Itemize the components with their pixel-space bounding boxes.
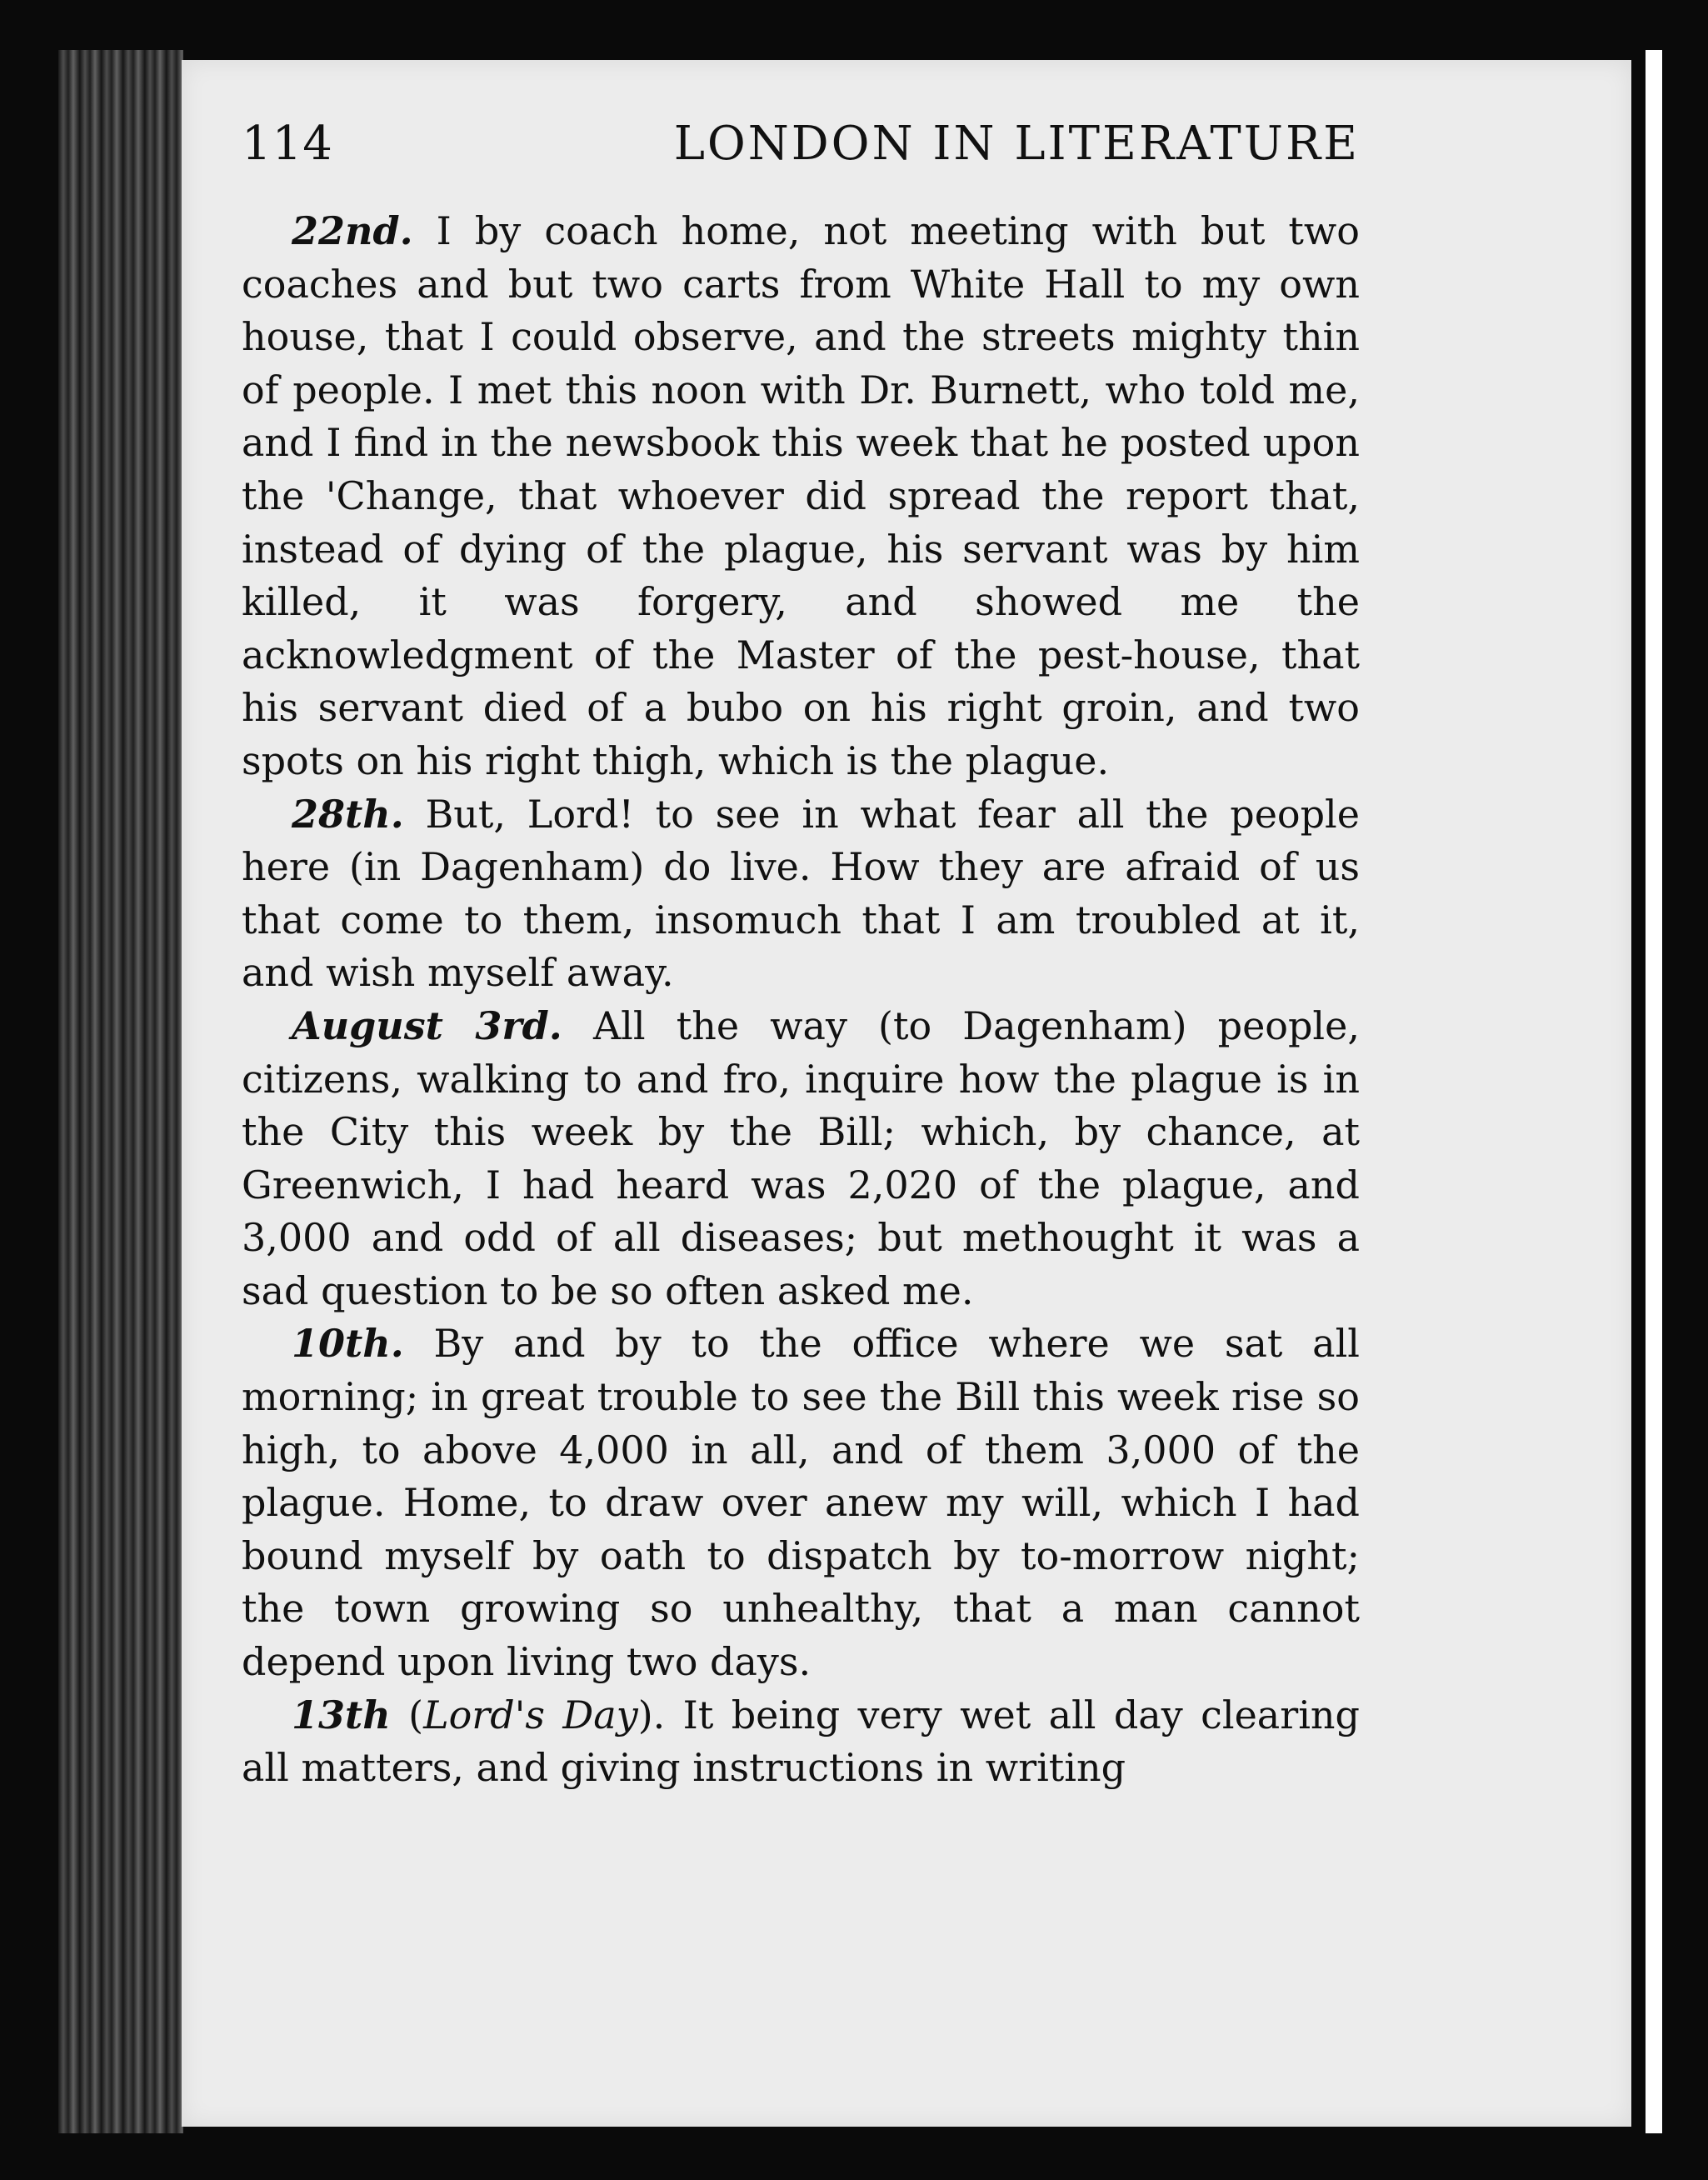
entry-date: 10th.	[292, 1321, 404, 1367]
entry-date: 13th	[292, 1692, 391, 1738]
entry-text: All the way (to Dagenham) people, citizens, walking to and fro, inquire how the plague is in the City this week by the Bill; which, by chance, at Greenwich, I had heard was 2,020 of the plague, and 3,000 and odd of all diseases; but methought it was a sad question to be so often asked me.	[242, 1002, 1360, 1313]
diary-entry-august-3rd	[242, 1000, 1360, 1318]
running-header	[242, 117, 1360, 205]
entry-date: 22nd.	[292, 208, 413, 253]
page-content	[242, 117, 1360, 1795]
paren-open: (	[390, 1692, 424, 1738]
diary-entry-22nd	[242, 205, 1360, 788]
entry-text: I by coach home, not meeting with but two coaches and but two carts from White Hall to my own house, that I could observe, and the streets mighty thin of people. I met this noon with Dr. Burnett, who told me, and I find in the newsbook this week that he posted upon the 'Change, that whoever did spread the report that, instead of dying of the plague, his servant was by him killed, it was forgery, and showed me the acknowledgment of the Master of the pest-house, that his servant died of a bubo on his right groin, and two spots on his right thigh, which is the plague.	[242, 208, 1360, 783]
diary-entry-28th	[242, 788, 1360, 1000]
diary-entry-10th	[242, 1318, 1360, 1688]
entry-text: It being very wet all day clearing all matters, and giving instructions in writing	[242, 1692, 1360, 1791]
book-binding	[58, 50, 183, 2133]
paren-close: ).	[637, 1692, 666, 1738]
diary-text	[242, 205, 1360, 1795]
entry-text: But, Lord! to see in what fear all the people here (in Dagenham) do live. How they are afraid of us that come to them, insomuch that I am troubled at it, and wish myself away.	[242, 791, 1360, 996]
facing-page-edge	[1646, 50, 1662, 2133]
running-title: LONDON IN LITERATURE	[673, 117, 1360, 171]
page-number: 114	[242, 117, 333, 171]
entry-date: August 3rd.	[292, 1002, 562, 1048]
day-note: Lord's Day	[423, 1692, 638, 1738]
diary-entry-13th	[242, 1689, 1360, 1795]
entry-text: By and by to the office where we sat all morning; in great trouble to see the Bill this week rise so high, to above 4,000 in all, and of them 3,000 of the plague. Home, to draw over anew my will, which I had bound myself by oath to dispatch by to-morrow night; the town growing so unhealthy, that a man cannot depend upon living two days.	[242, 1321, 1360, 1685]
entry-date: 28th.	[292, 791, 404, 837]
